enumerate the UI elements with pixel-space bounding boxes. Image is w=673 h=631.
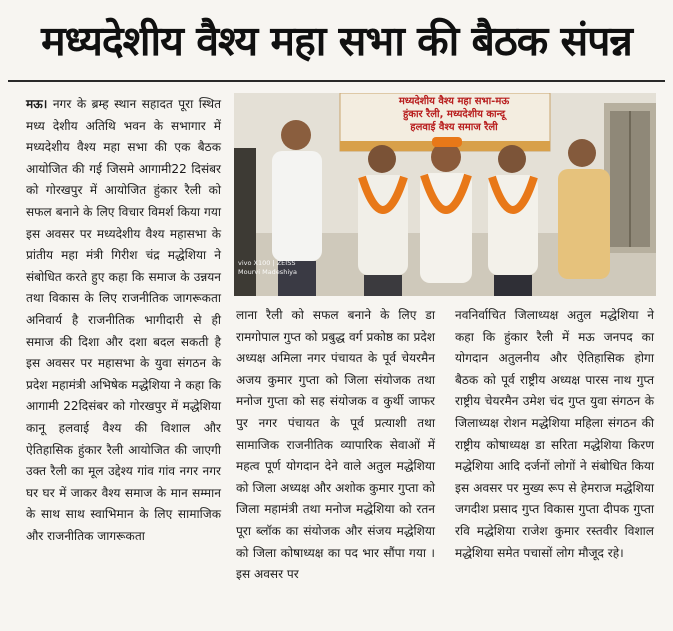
photo-banner [354,95,554,134]
article-column-1 [26,94,221,547]
banner-line-1: मध्यदेशीय वैश्य महा सभा-मऊ [398,96,510,107]
article-text-3: नवनिर्वाचित जिलाध्यक्ष अतुल मद्धेशिया ने कहा कि हुंकार रैली में मऊ जनपद का योगदान अतुलनीय और ऐतिहासिक होगा बैठक को पूर्व राष्ट्रीय अध्यक्ष पारस नाथ गुप्त राष्ट्रीय चेयरमैन उमेश चंद गुप्त युवा संगठन के जिलाध्यक्ष रोशन मद्धेशिया महिला संगठन की राष्ट्रीय कोषाध्यक्ष डा सरिता मद्धेशिया किरण मद्धेशिया आदि दर्जनों लोगों ने संबोधित किया इस अवसर पर मुख्य रूप से हेमराज मद्धेशिया जगदीश प्रसाद गुप्त विकास गुप्ता दीपक गुप्ता रवि मद्धेशिया राजेश कुमार रस्तवीर विशाल मद्धेशिया समेत पचासों लोग मौजूद रहे। [455,308,654,560]
article-column-2 [236,305,435,586]
article-text-2: लाना रैली को सफल बनाने के लिए डा रामगोपाल गुप्त को प्रबुद्ध वर्ग प्रकोष्ठ का प्रदेश अध्यक्ष अमिला नगर पंचायत के पूर्व चेयरमैन अजय कुमार गुप्ता को जिला संयोजक तथा मनोज गुप्ता को सह संयोजक व कुर्थी जाफर पुर नगर पंचायत के पूर्व प्रत्याशी तथा सामाजिक राजनीतिक व्यापारिक सेवाओं में महत्व पूर्ण योगदान देने वाले अतुल मद्धेशिया को जिला अध्यक्ष और अशोक कुमार गुप्ता को जिला महामंत्री तथा मनोज मद्धेशिया को रतन पूरा ब्लॉक का संयोजक और संजय मद्धेशिया को जिला कोषाध्यक्ष का पद भार सौंपा गया । इस अवसर पर [236,308,435,582]
headline: मध्यदेशीय वैश्य महा सभा की बैठक संपन्न [41,17,632,65]
headline-rule [8,80,665,82]
article-text-1: नगर के ब्रम्ह स्थान सहादत पूरा स्थित मध्य देशीय अतिथि भवन के सभागार में मध्यदेशीय वैश्य महा सभा की एक बैठक आयोजित की गई जिसमे आगामी22 दिसंबर को गोरखपुर में आयोजित हुंकार रैली को सफल बनाने के लिए विचार विमर्श किया गया इस अवसर पर मध्यदेशीय वैश्य महासभा के प्रांतीय महा मंत्री गिरीश चंद्र मद्धेशिया ने संबोधित करते हुए कहा कि समाज के उन्नयन तथा विकास के लिए राजनीतिक जागरूकता अनिवार्य है राजनीतिक भागीदारी से ही समाज की दिशा और दशा बदल सकती है इस अवसर पर महासभा के युवा संगठन के प्रदेश महामंत्री अभिषेक मद्धेशिया ने कहा कि आगामी 22दिसंबर को गोरखपुर में मद्धेशिया कानू हलवाई वैश्य की विशाल और ऐतिहासिक हुंकार रैली आयोजित की जाएगी उक्त रैली का मूल उद्देश्य गांव गांव नगर नगर घर घर में जाकर वैश्य समाज के मान सम्मान के साथ साथ स्वाभिमान के लिए सामाजिक और राजनीतिक जागरूकता [26,97,221,543]
article-column-3 [455,305,654,564]
banner-line-3: हलवाई वैश्य समाज रैली [410,122,498,133]
dateline: मऊ। [26,97,48,111]
camera-watermark [238,259,297,277]
banner-line-2: हुंकार रैली, मध्यदेशीय कान्दू [402,109,506,120]
camera-watermark-line-1: vivo X100 | ZEISS [238,259,296,267]
camera-watermark-line-2: Mourvi Madeshiya [238,268,297,276]
news-photo [234,93,656,296]
